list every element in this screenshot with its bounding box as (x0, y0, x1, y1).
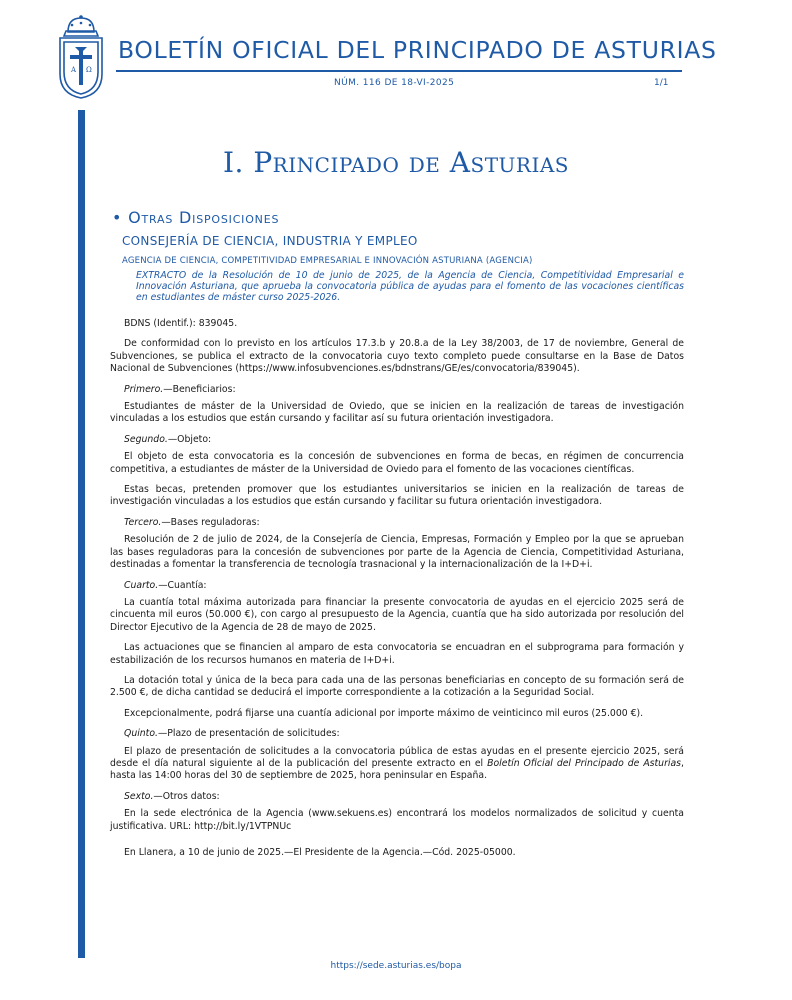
subsection-heading: • Otras Disposiciones (112, 208, 280, 227)
page-count: 1/1 (654, 78, 669, 88)
paragraph: La cuantía total máxima autorizada para financiar la presente convocatoria de ayudas en el ejercicio 2025 será de cincuenta mil euros (50.000 €), con cargo al presupuesto de la Agencia, cuantía que ha sido autorizada por resolución del Director Ejecutivo de la Agencia de 28 de mayo de 2025. (110, 596, 684, 633)
paragraph: Estudiantes de máster de la Universidad de Oviedo, que se inicien en la realización de tareas de investigación vinculadas a los estudios que están cursando y facilitar así su futura orientación investigadora. (110, 401, 684, 425)
section-title: —Beneficiarios: (163, 383, 236, 395)
section-fifth-heading (110, 728, 684, 740)
section-label: Tercero. (124, 516, 162, 528)
section-title: —Objeto: (167, 433, 212, 445)
issue-number: NÚM. 116 DE 18-VI-2025 (334, 78, 455, 88)
svg-text:Ω: Ω (86, 66, 92, 74)
section-label: Primero. (124, 383, 164, 395)
header-divider (116, 70, 682, 72)
side-code-text: Cód. 2025-05000 (77, 845, 87, 915)
document-body (110, 318, 684, 867)
document-summary: EXTRACTO de la Resolución de 10 de junio de 2025, de la Agencia de Ciencia, Competitividad Empresarial e Innovación Asturiana, que aprueba la convocatoria pública de ayudas para el fomento de las vocaciones científicas en estudiantes de máster curso 2025-2026. (136, 270, 684, 304)
bdns-id: BDNS (Identif.): 839045. (124, 318, 238, 329)
section-title: —Plazo de presentación de solicitudes: (157, 728, 340, 740)
section-label: Sexto. (124, 790, 154, 802)
asturias-coat-of-arms-icon (56, 14, 106, 100)
paragraph-text: El plazo de presentación de solicitudes a la convocatoria pública de estas ayudas en el presente ejercicio 2025, será desde el día natural siguiente al de la publicación del presente extracto en el (110, 745, 684, 769)
footer-url-link[interactable]: https://sede.asturias.es/bopa (330, 961, 462, 971)
section-sixth-heading (110, 791, 684, 803)
paragraph (110, 746, 684, 783)
section-title: —Bases reguladoras: (161, 516, 260, 528)
svg-text:A: A (71, 66, 77, 74)
section-heading: I. Principado de Asturias (222, 146, 569, 179)
intro-paragraph: De conformidad con lo previsto en los artículos 17.3.b y 20.8.a de la Ley 38/2003, de 17 de noviembre, General de Subvenciones, se publica el extracto de la convocatoria cuyo texto completo puede consultarse en la Base de Datos Nacional de Subvenciones (https://www.infosubvenciones.es/bdnstrans/GE/es/convocatoria/839045). (110, 338, 684, 375)
section-third-heading (110, 517, 684, 529)
section-label: Segundo. (124, 433, 168, 445)
agency-name: AGENCIA DE CIENCIA, COMPETITIVIDAD EMPRESARIAL E INNOVACIÓN ASTURIANA (AGENCIA) (122, 256, 533, 266)
section-second-heading (110, 434, 684, 446)
side-accent-bar (78, 110, 85, 958)
bulletin-title: BOLETÍN OFICIAL DEL PRINCIPADO DE ASTURIAS (118, 36, 717, 64)
paragraph: Resolución de 2 de julio de 2024, de la Consejería de Ciencia, Empresas, Formación y Empleo por la que se aprueban las bases reguladoras para la concesión de subvenciones por parte de la Agencia de Ciencia, Competitividad Asturiana, destinadas a fomentar la transferencia de tecnología trasnacional y la internacionalización de la I+D+i. (110, 534, 684, 571)
signature-line: En Llanera, a 10 de junio de 2025.—El Presidente de la Agencia.—Cód. 2025-05000. (124, 847, 516, 858)
section-fourth-heading (110, 580, 684, 592)
department-name: CONSEJERÍA DE CIENCIA, INDUSTRIA Y EMPLEO (122, 234, 418, 248)
paragraph: Estas becas, pretenden promover que los estudiantes universitarios se inicien en la realización de tareas de investigación vinculadas a los estudios que están cursando y facilitar su futura orientación investigadora. (110, 484, 684, 508)
side-document-code (75, 840, 89, 920)
paragraph: Las actuaciones que se financien al amparo de esta convocatoria se encuadran en el subprograma para formación y estabilización de los recursos humanos en materia de I+D+i. (110, 642, 684, 666)
paragraph: Excepcionalmente, podrá fijarse una cuantía adicional por importe máximo de veinticinco mil euros (25.000 €). (124, 707, 644, 719)
bulletin-name-italic: Boletín Oficial del Principado de Asturias (487, 757, 682, 769)
section-title: —Otros datos: (153, 790, 220, 802)
section-title: —Cuantía: (158, 579, 207, 591)
paragraph: El objeto de esta convocatoria es la concesión de subvenciones en forma de becas, en régimen de concurrencia competitiva, a estudiantes de máster de la Universidad de Oviedo para el fomento de las vocaciones científicas. (110, 451, 684, 475)
section-first-heading (110, 384, 684, 396)
section-label: Cuarto. (124, 579, 159, 591)
paragraph: En la sede electrónica de la Agencia (www.sekuens.es) encontrará los modelos normalizados de solicitud y cuenta justificativa. URL: http://bit.ly/1VTPNUc (110, 808, 684, 832)
paragraph-text: , hasta las 14:00 horas del 30 de septiembre de 2025, hora peninsular en España. (110, 757, 684, 782)
section-label: Quinto. (124, 728, 158, 740)
paragraph: La dotación total y única de la beca para cada una de las personas beneficiarias en concepto de su formación será de 2.500 €, de dicha cantidad se deducirá el importe correspondiente a la cotización a la Seguridad Social. (110, 674, 684, 699)
